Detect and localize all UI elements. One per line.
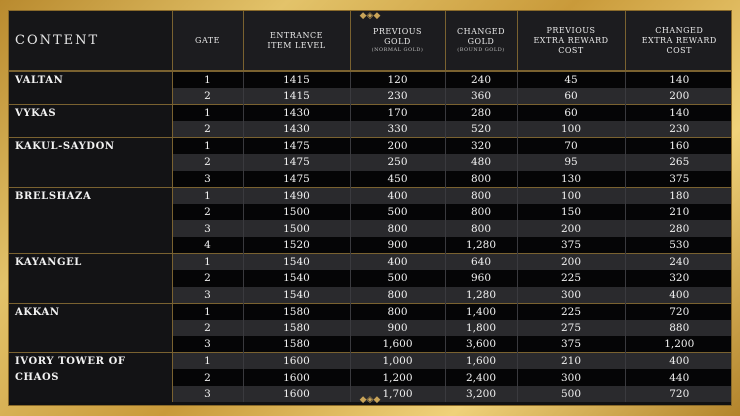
cell-changed-extra-cost: 1,200: [625, 336, 732, 353]
cell-gate: 3: [172, 171, 243, 188]
cell-gate: 1: [172, 253, 243, 270]
header-changed-extra: [625, 11, 732, 71]
cell-previous-extra-cost: 100: [517, 187, 625, 204]
cell-gate: 2: [172, 88, 243, 105]
raid-name: VALTAN: [9, 71, 172, 105]
cell-changed-extra-cost: 440: [625, 369, 732, 386]
ornament-bottom: ◆◈◆: [359, 395, 381, 405]
cell-gate: 2: [172, 270, 243, 287]
table-row: [9, 187, 732, 204]
raid-name: KAKUL-SAYDON: [9, 138, 172, 188]
cell-previous-gold: 800: [350, 220, 445, 237]
cell-changed-gold: 1,280: [445, 287, 517, 304]
cell-entrance-item-level: 1600: [243, 386, 350, 403]
cell-changed-extra-cost: 280: [625, 220, 732, 237]
cell-previous-extra-cost: 45: [517, 71, 625, 88]
ornament-top: ◆◈◆: [359, 11, 381, 21]
cell-entrance-item-level: 1600: [243, 369, 350, 386]
cell-entrance-item-level: 1580: [243, 336, 350, 353]
cell-previous-gold: 120: [350, 71, 445, 88]
cell-previous-gold: 1,200: [350, 369, 445, 386]
cell-gate: 1: [172, 353, 243, 370]
cell-changed-gold: 800: [445, 220, 517, 237]
cell-entrance-item-level: 1520: [243, 237, 350, 254]
cell-gate: 1: [172, 138, 243, 155]
cell-entrance-item-level: 1415: [243, 88, 350, 105]
cell-previous-extra-cost: 95: [517, 154, 625, 171]
cell-gate: 4: [172, 237, 243, 254]
raid-name: VYKAS: [9, 105, 172, 138]
raid-name: AKKAN: [9, 303, 172, 353]
cell-entrance-item-level: 1430: [243, 105, 350, 122]
cell-previous-extra-cost: 275: [517, 320, 625, 337]
header-content: CONTENT: [9, 11, 172, 71]
cell-changed-gold: 3,600: [445, 336, 517, 353]
cell-previous-gold: 1,700: [350, 386, 445, 403]
cell-entrance-item-level: 1580: [243, 303, 350, 320]
cell-changed-extra-cost: 240: [625, 253, 732, 270]
raid-name: BRELSHAZA: [9, 187, 172, 253]
header-changed-gold-note: (BOUND GOLD): [457, 47, 505, 53]
table-row: [9, 303, 732, 320]
cell-changed-gold: 520: [445, 121, 517, 138]
cell-previous-gold: 900: [350, 237, 445, 254]
cell-previous-extra-cost: 200: [517, 220, 625, 237]
cell-changed-extra-cost: 320: [625, 270, 732, 287]
cell-previous-extra-cost: 500: [517, 386, 625, 403]
header-changed-gold-line2: GOLD: [467, 37, 495, 46]
header-entrance: [243, 11, 350, 71]
cell-gate: 3: [172, 220, 243, 237]
header-gate: GATE: [172, 11, 243, 71]
cell-changed-extra-cost: 200: [625, 88, 732, 105]
cell-changed-extra-cost: 210: [625, 204, 732, 221]
cell-changed-gold: 360: [445, 88, 517, 105]
header-previous-extra: [517, 11, 625, 71]
table-row: [9, 253, 732, 270]
raid-name: KAYANGEL: [9, 253, 172, 303]
cell-previous-extra-cost: 225: [517, 270, 625, 287]
cell-entrance-item-level: 1540: [243, 287, 350, 304]
cell-changed-extra-cost: 140: [625, 105, 732, 122]
header-previous-gold-note: (NORMAL GOLD): [371, 47, 424, 53]
cell-changed-extra-cost: 720: [625, 386, 732, 403]
cell-previous-extra-cost: 60: [517, 105, 625, 122]
cell-changed-extra-cost: 400: [625, 287, 732, 304]
cell-gate: 1: [172, 71, 243, 88]
cell-changed-extra-cost: 400: [625, 353, 732, 370]
cell-entrance-item-level: 1430: [243, 121, 350, 138]
cell-gate: 3: [172, 336, 243, 353]
cell-previous-gold: 800: [350, 287, 445, 304]
cell-changed-gold: 640: [445, 253, 517, 270]
cell-previous-extra-cost: 70: [517, 138, 625, 155]
cell-entrance-item-level: 1500: [243, 204, 350, 221]
cell-changed-extra-cost: 530: [625, 237, 732, 254]
cell-changed-extra-cost: 265: [625, 154, 732, 171]
cell-gate: 3: [172, 386, 243, 403]
cell-previous-extra-cost: 375: [517, 237, 625, 254]
cell-gate: 2: [172, 320, 243, 337]
cell-previous-gold: 450: [350, 171, 445, 188]
cell-changed-extra-cost: 180: [625, 187, 732, 204]
cell-gate: 1: [172, 105, 243, 122]
cell-gate: 1: [172, 303, 243, 320]
cell-previous-gold: 400: [350, 253, 445, 270]
table-row: [9, 138, 732, 155]
cell-previous-gold: 250: [350, 154, 445, 171]
cell-previous-extra-cost: 60: [517, 88, 625, 105]
cell-previous-gold: 500: [350, 270, 445, 287]
cell-entrance-item-level: 1540: [243, 270, 350, 287]
cell-previous-gold: 170: [350, 105, 445, 122]
cell-previous-extra-cost: 150: [517, 204, 625, 221]
cell-previous-extra-cost: 300: [517, 369, 625, 386]
header-changed-gold-line1: CHANGED: [456, 27, 506, 36]
cell-entrance-item-level: 1580: [243, 320, 350, 337]
cell-changed-gold: 1,400: [445, 303, 517, 320]
cell-previous-gold: 230: [350, 88, 445, 105]
cell-previous-extra-cost: 375: [517, 336, 625, 353]
table-row: [9, 353, 732, 370]
header-entrance-line2: ITEM LEVEL: [267, 40, 326, 50]
cell-gate: 2: [172, 121, 243, 138]
cell-changed-gold: 800: [445, 171, 517, 188]
cell-previous-extra-cost: 100: [517, 121, 625, 138]
cell-entrance-item-level: 1600: [243, 353, 350, 370]
cell-changed-extra-cost: 230: [625, 121, 732, 138]
cell-entrance-item-level: 1475: [243, 171, 350, 188]
reward-table: [9, 11, 732, 402]
cell-gate: 3: [172, 287, 243, 304]
header-previous-gold-line1: PREVIOUS: [373, 27, 422, 36]
header-previous-extra-line1: PREVIOUS: [546, 25, 596, 35]
cell-changed-gold: 320: [445, 138, 517, 155]
cell-changed-gold: 800: [445, 204, 517, 221]
cell-previous-gold: 500: [350, 204, 445, 221]
cell-changed-gold: 1,800: [445, 320, 517, 337]
cell-entrance-item-level: 1540: [243, 253, 350, 270]
cell-gate: 1: [172, 187, 243, 204]
cell-previous-gold: 800: [350, 303, 445, 320]
header-previous-extra-line3: COST: [558, 45, 584, 55]
table-row: [9, 105, 732, 122]
cell-previous-gold: 330: [350, 121, 445, 138]
cell-changed-extra-cost: 160: [625, 138, 732, 155]
cell-previous-gold: 1,000: [350, 353, 445, 370]
cell-previous-gold: 900: [350, 320, 445, 337]
table-body: [9, 71, 732, 402]
cell-changed-gold: 480: [445, 154, 517, 171]
cell-changed-gold: 800: [445, 187, 517, 204]
cell-gate: 2: [172, 204, 243, 221]
header-changed-extra-line3: COST: [666, 45, 692, 55]
cell-previous-extra-cost: 225: [517, 303, 625, 320]
table-row: [9, 71, 732, 88]
header-previous-gold-line2: GOLD: [384, 37, 411, 46]
reward-table-board: [8, 10, 732, 406]
header-previous-extra-line2: EXTRA REWARD: [533, 35, 609, 45]
cell-changed-gold: 280: [445, 105, 517, 122]
cell-changed-gold: 2,400: [445, 369, 517, 386]
cell-gate: 2: [172, 369, 243, 386]
cell-entrance-item-level: 1475: [243, 154, 350, 171]
cell-entrance-item-level: 1415: [243, 71, 350, 88]
header-changed-gold: [445, 11, 517, 71]
header-changed-extra-line1: CHANGED: [655, 25, 704, 35]
cell-previous-gold: 1,600: [350, 336, 445, 353]
header-entrance-line1: ENTRANCE: [270, 30, 323, 40]
cell-previous-extra-cost: 130: [517, 171, 625, 188]
cell-previous-extra-cost: 210: [517, 353, 625, 370]
cell-entrance-item-level: 1475: [243, 138, 350, 155]
cell-gate: 2: [172, 154, 243, 171]
cell-entrance-item-level: 1490: [243, 187, 350, 204]
cell-changed-extra-cost: 880: [625, 320, 732, 337]
raid-name: IVORY TOWER OF CHAOS: [9, 353, 172, 403]
cell-entrance-item-level: 1500: [243, 220, 350, 237]
header-changed-extra-line2: EXTRA REWARD: [641, 35, 717, 45]
cell-changed-extra-cost: 140: [625, 71, 732, 88]
cell-changed-gold: 960: [445, 270, 517, 287]
cell-changed-extra-cost: 375: [625, 171, 732, 188]
cell-changed-gold: 3,200: [445, 386, 517, 403]
cell-previous-extra-cost: 300: [517, 287, 625, 304]
cell-previous-gold: 200: [350, 138, 445, 155]
cell-previous-gold: 400: [350, 187, 445, 204]
cell-changed-gold: 1,280: [445, 237, 517, 254]
cell-changed-extra-cost: 720: [625, 303, 732, 320]
cell-previous-extra-cost: 200: [517, 253, 625, 270]
cell-changed-gold: 1,600: [445, 353, 517, 370]
cell-changed-gold: 240: [445, 71, 517, 88]
